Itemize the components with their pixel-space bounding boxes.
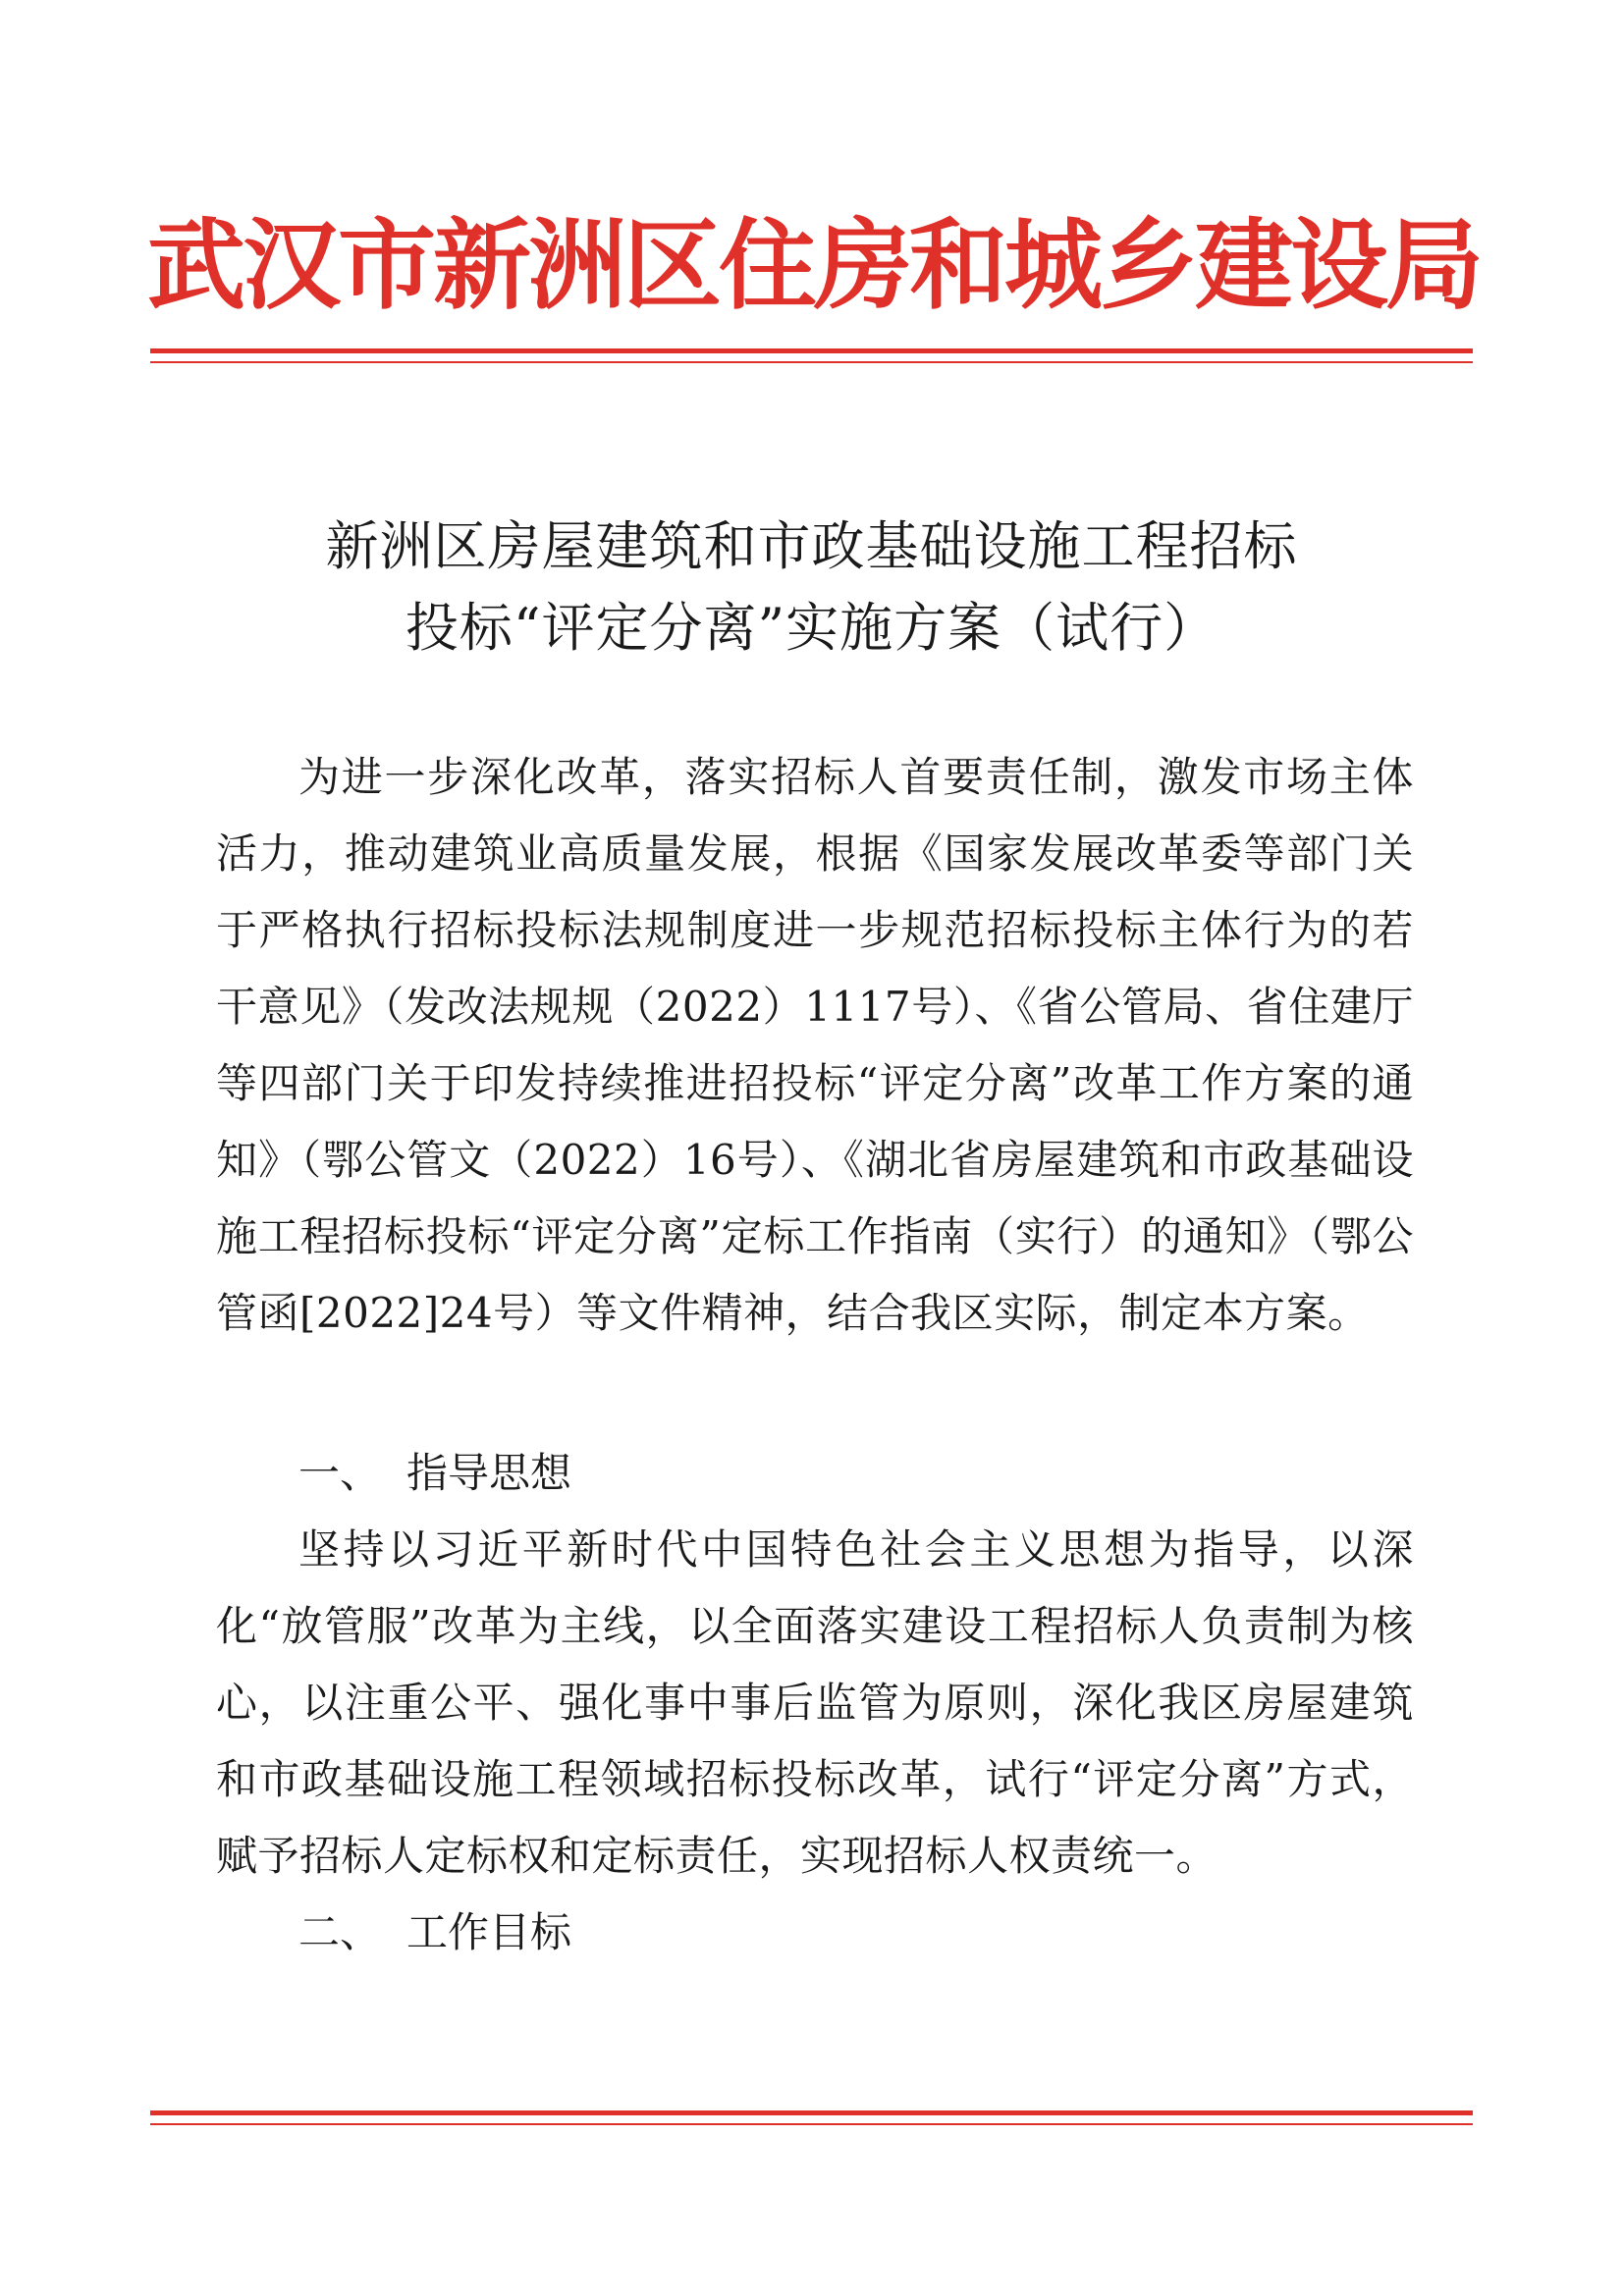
section-2-number: 二、 [298,1908,382,1956]
footer-rule-thick [150,2110,1473,2115]
organization-header: 武汉市新洲区住房和城乡建设局 [147,207,1481,323]
section-1-paragraph: 坚持以习近平新时代中国特色社会主义思想为指导，以深化“放管服”改革为主线，以全面落实建设工程招标人负责制为核心，以注重公平、强化事中事后监管为原则，深化我区房屋建筑和市政基础设施工程领域招标投标改革，试行“评定分离”方式，赋予招标人定标权和定标责任，实现招标人权责统一。 [216,1525,1414,1880]
section-1-title: 指导思想 [406,1449,572,1497]
header-rule-thick [150,348,1473,353]
document-title-line-2: 投标“评定分离”实施方案（试行） [405,597,1218,659]
section-1-heading [298,1435,571,1512]
document-title-line-1: 新洲区房屋建筑和市政基础设施工程招标 [325,515,1298,577]
footer-rule-thin [150,2123,1473,2125]
section-2-title: 工作目标 [406,1908,572,1956]
header-rule-thin [150,361,1473,363]
section-2-heading [298,1895,571,1971]
intro-paragraph: 为进一步深化改革，落实招标人首要责任制，激发市场主体活力，推动建筑业高质量发展，根据《国家发展改革委等部门关于严格执行招标投标法规制度进一步规范招标投标主体行为的若干意见》（发改法规规（2022）1117号）、《省公管局、省住建厅等四部门关于印发持续推进招投标“评定分离”改革工作方案的通知》（鄂公管文（2022）16号）、《湖北省房屋建筑和市政基础设施工程招标投标“评定分离”定标工作指南（实行）的通知》（鄂公管函[2022]24号）等文件精神，结合我区实际，制定本方案。 [216,753,1414,1337]
section-1-number: 一、 [298,1449,382,1497]
